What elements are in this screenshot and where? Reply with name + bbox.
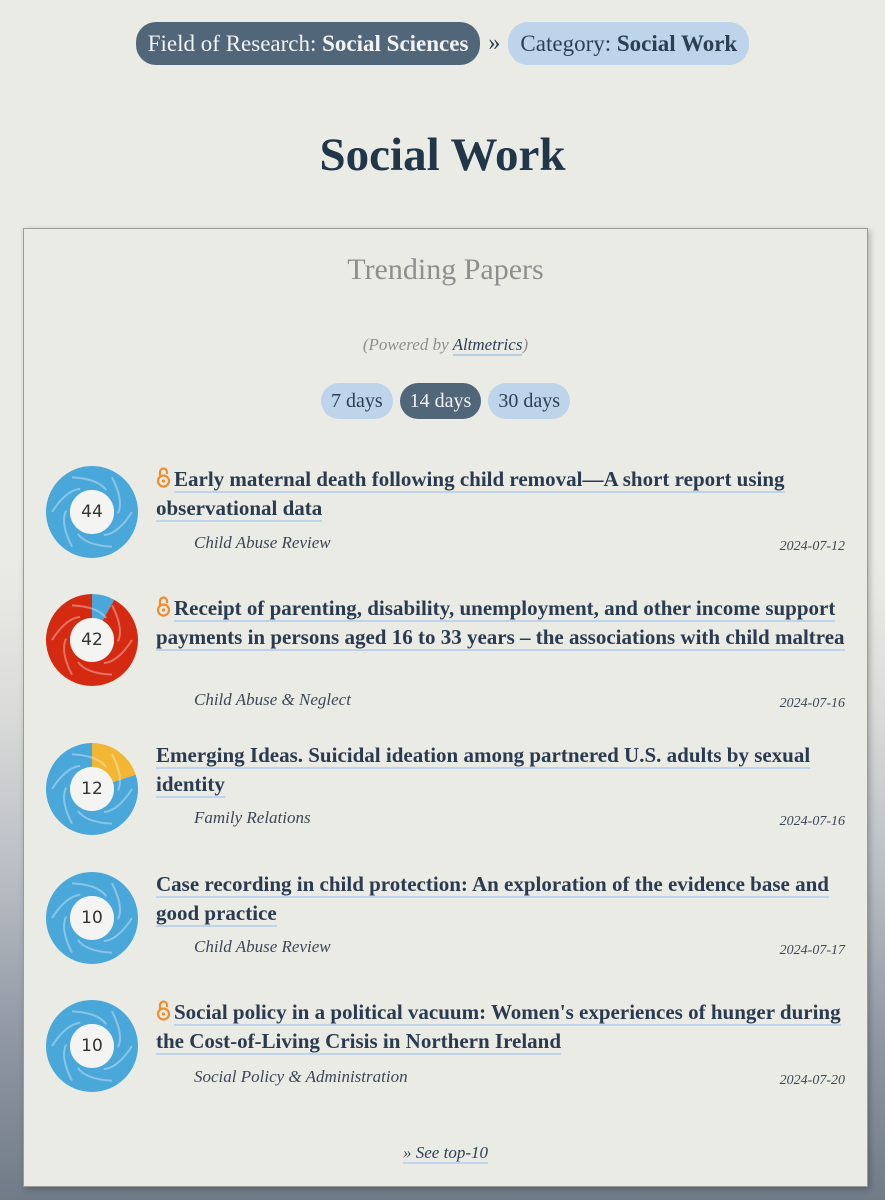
field-prefix: Field of Research: [147,31,317,56]
powered-close: ) [522,335,529,354]
paper-title-link[interactable] [156,741,846,799]
paper-title-link[interactable] [156,998,846,1056]
paper-journal: Family Relations [194,808,311,827]
period-14-days[interactable]: 14 days [400,383,482,419]
altmetric-badge[interactable] [45,999,139,1093]
altmetric-badge[interactable] [45,742,139,836]
paper-date: 2024-07-12 [779,539,845,554]
period-selector [24,383,867,419]
paper-journal: Child Abuse Review [194,937,331,956]
paper-date: 2024-07-17 [779,943,845,958]
category-value: Social Work [616,31,738,56]
paper-title: Receipt of parenting, disability, unemployment, and other income support payments in persons aged 16 to 33 years – the associations with child maltrea [156,596,845,649]
see-top-10-link[interactable]: » See top-10 [403,1143,488,1162]
paper-journal: Social Policy & Administration [194,1067,408,1086]
paper-journal: Child Abuse Review [194,533,331,552]
panel-title: Trending Papers [347,253,544,286]
paper-title-link[interactable] [156,465,846,523]
altmetric-score: 10 [81,908,103,928]
category-prefix: Category: [520,31,612,56]
breadcrumb-separator: » [488,30,501,56]
trending-papers-panel [23,228,868,1187]
breadcrumb-category-link[interactable] [508,22,749,65]
altmetric-score: 10 [81,1036,103,1056]
paper-date: 2024-07-20 [779,1073,845,1088]
powered-by [24,335,867,355]
altmetric-score: 42 [81,630,103,650]
open-access-icon [156,999,171,1021]
paper-title-link[interactable] [156,870,846,928]
altmetric-score: 12 [81,779,103,799]
powered-open: (Powered by [362,335,453,354]
see-top-10 [24,1143,867,1163]
paper-journal: Child Abuse & Neglect [194,690,351,709]
paper-title: Emerging Ideas. Suicidal ideation among partnered U.S. adults by sexual identity [156,743,811,796]
paper-title: Social policy in a political vacuum: Women's experiences of hunger during the Cost-of-Living Crisis in Northern Ireland [156,1000,841,1053]
altmetric-badge[interactable] [45,871,139,965]
page-title: Social Work [319,129,566,181]
altmetrics-link[interactable]: Altmetrics [452,335,523,354]
paper-title: Early maternal death following child removal—A short report using observational data [156,467,785,520]
breadcrumb-field-link[interactable] [136,22,481,65]
paper-date: 2024-07-16 [779,696,845,711]
field-value: Social Sciences [322,31,469,56]
altmetric-badge[interactable] [45,593,139,687]
paper-title-link[interactable] [156,594,846,652]
period-7-days[interactable]: 7 days [321,383,393,419]
period-30-days[interactable]: 30 days [488,383,570,419]
altmetric-score: 44 [81,502,103,522]
altmetric-badge[interactable] [45,465,139,559]
breadcrumb [0,22,885,65]
paper-date: 2024-07-16 [779,814,845,829]
open-access-icon [156,466,171,488]
open-access-icon [156,595,171,617]
paper-title: Case recording in child protection: An exploration of the evidence base and good practice [156,872,829,925]
